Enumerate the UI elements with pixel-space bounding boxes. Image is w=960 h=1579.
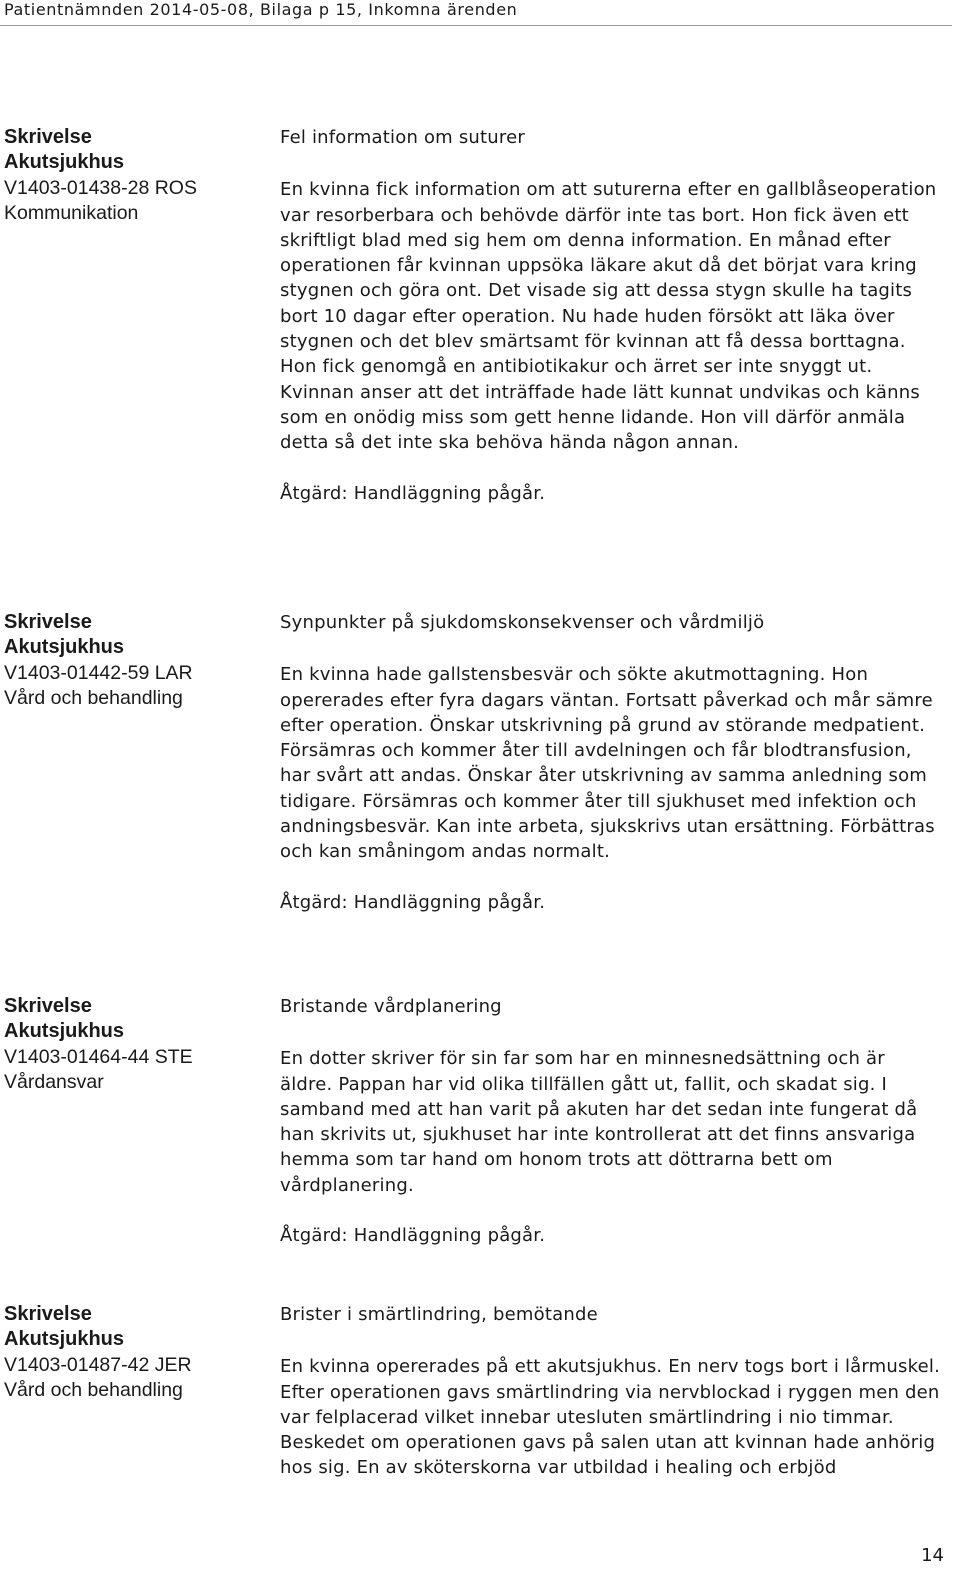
case-meta	[4, 994, 264, 1095]
running-header: Patientnämnden 2014-05-08, Bilaga p 15, Inkomna ärenden	[4, 0, 518, 19]
case-meta	[4, 610, 264, 711]
page-number: 14	[921, 1545, 944, 1566]
case-type: Skrivelse	[4, 611, 92, 633]
case-id: V1403-01442-59 LAR	[4, 661, 193, 684]
case-category: Vård och behandling	[4, 686, 183, 709]
case-category: Vård och behandling	[4, 1378, 183, 1401]
case-content	[280, 610, 940, 915]
case-type: Skrivelse	[4, 1303, 92, 1325]
case-body: En kvinna fick information om att suturerna efter en gallblåseoperation var resorberbara och behövde därför inte tas bort. Hon fick även ett skriftligt blad med sig hem om denna information. En månad efter operationen får kvinnan uppsöka läkare akut då det börjat vara kring stygnen och göra ont. Det visade sig att dessa stygn skulle ha tagits bort 10 dagar efter operation. Nu hade huden försökt att läka över stygnen och det blev smärtsamt för kvinnan att få dessa borttagna. Hon fick genomgå en antibiotikakur och ärret ser inte snyggt ut. Kvinnan anser att det inträffade hade lätt kunnat undvikas och känns som en onödig miss som gett henne lidande. Hon vill därför anmäla detta så det inte ska behöva hända någon annan.	[280, 179, 937, 454]
case-unit: Akutsjukhus	[4, 1328, 125, 1351]
case-body: En dotter skriver för sin far som har en minnesnedsättning och är äldre. Pappan har vid olika tillfällen gått ut, fallit, och skadat sig. I samband med att han varit på akuten har det sedan inte fungerat då han skrivits ut, sjukhuset har inte kontrollerat att det finns ansvariga hemma som tar hand om honom trots att döttrarna bett om vårdplanering.	[280, 1048, 918, 1196]
case-meta	[4, 125, 264, 226]
case-action: Åtgärd: Handläggning pågår.	[280, 1225, 546, 1247]
case-category: Kommunikation	[4, 201, 139, 224]
case-type: Skrivelse	[4, 126, 92, 148]
case-action: Åtgärd: Handläggning pågår.	[280, 482, 546, 504]
case-unit: Akutsjukhus	[4, 1020, 125, 1043]
header-divider	[0, 25, 952, 26]
case-id: V1403-01487-42 JER	[4, 1353, 192, 1376]
case-action: Åtgärd: Handläggning pågår.	[280, 891, 546, 913]
case-id: V1403-01464-44 STE	[4, 1045, 193, 1068]
case-content	[280, 125, 940, 506]
case-content	[280, 994, 940, 1248]
case-id: V1403-01438-28 ROS	[4, 176, 197, 199]
case-body: En kvinna hade gallstensbesvär och sökte akutmottagning. Hon opererades efter fyra dagars väntan. Fortsatt påverkad och mår sämre efter operation. Önskar utskrivning på grund av störande medpatient. Försämras och kommer åter till avdelningen och får blodtransfusion, har svårt att andas. Önskar åter utskrivning av samma anledning som tidigare. Försämras och kommer åter till sjukhuset med infektion och andningsbesvär. Kan inte arbeta, sjukskrivs utan ersättning. Förbättras och kan småningom andas normalt.	[280, 664, 935, 863]
case-content	[280, 1302, 940, 1481]
case-subject: Synpunkter på sjukdomskonsekvenser och vårdmiljö	[280, 612, 765, 633]
case-subject: Bristande vårdplanering	[280, 996, 502, 1017]
case-subject: Fel information om suturer	[280, 127, 525, 148]
case-subject: Brister i smärtlindring, bemötande	[280, 1304, 598, 1325]
case-body: En kvinna opererades på ett akutsjukhus. En nerv togs bort i lårmuskel. Efter operationen gavs smärtlindring via nervblockad i ryggen men den var felplacerad vilket innebar utesluten smärtlindring i nio timmar. Beskedet om operationen gavs på salen utan att kvinnan hade anhörig hos sig. En av sköterskorna var utbildad i healing och erbjöd	[280, 1356, 940, 1479]
case-unit: Akutsjukhus	[4, 151, 125, 174]
case-type: Skrivelse	[4, 995, 92, 1017]
case-unit: Akutsjukhus	[4, 636, 125, 659]
case-category: Vårdansvar	[4, 1070, 104, 1093]
case-meta	[4, 1302, 264, 1403]
